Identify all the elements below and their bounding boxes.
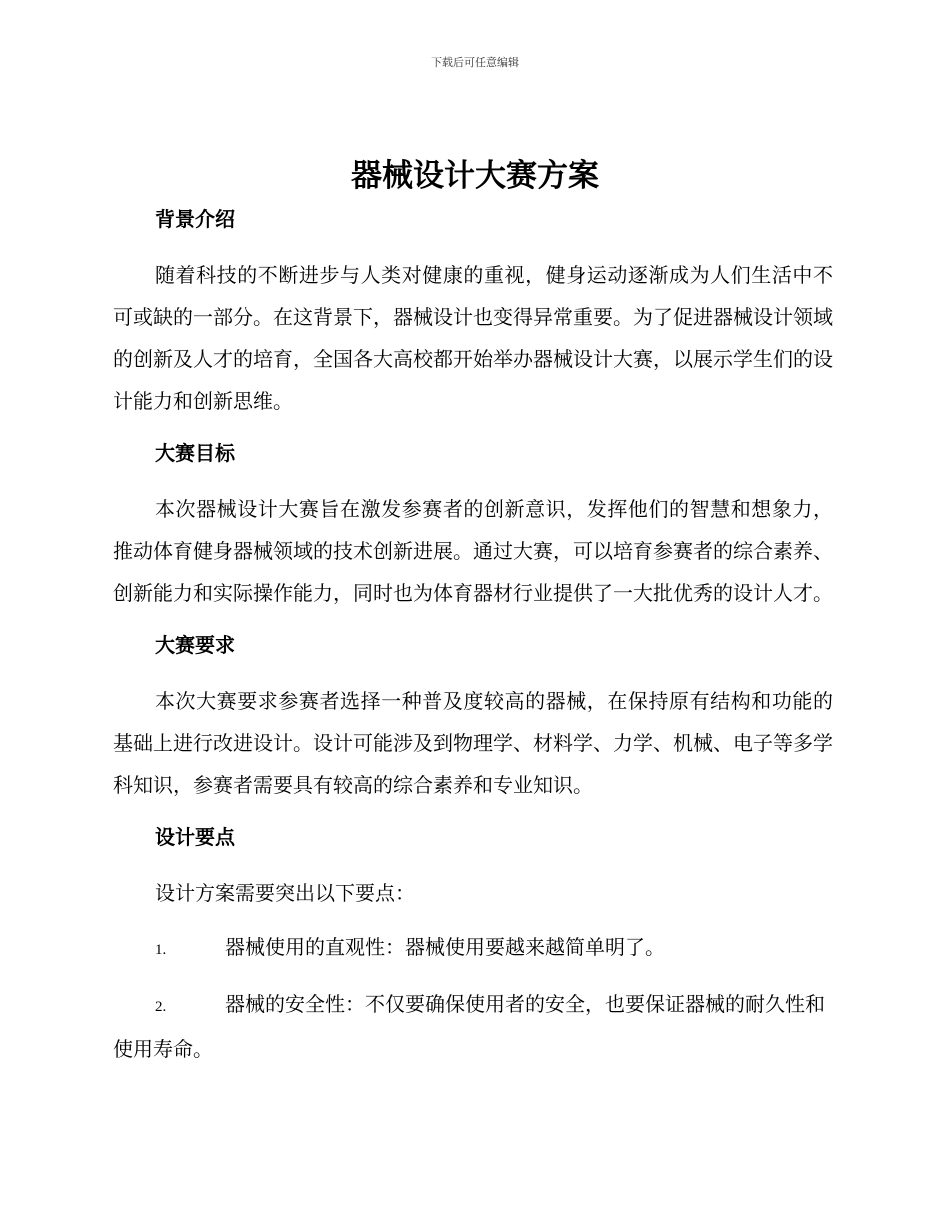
section-intro: 设计方案需要突出以下要点： bbox=[155, 881, 415, 905]
section-heading: 设计要点 bbox=[155, 825, 235, 849]
list-item bbox=[113, 926, 833, 971]
section-goals bbox=[113, 438, 833, 614]
section-heading: 大赛目标 bbox=[155, 441, 235, 465]
section-paragraph: 本次器械设计大赛旨在激发参赛者的创新意识，发挥他们的智慧和想象力，推动体育健身器械领域的技术创新进展。通过大赛，可以培育参赛者的综合素养、创新能力和实际操作能力，同时也为体育器材行业提供了一大批优秀的设计人才。 bbox=[113, 497, 833, 605]
section-heading: 大赛要求 bbox=[155, 633, 235, 657]
list-number: 2. bbox=[155, 999, 167, 1015]
list-item bbox=[113, 983, 833, 1070]
list-item-text: 器械使用的直观性：器械使用要越来越简单明了。 bbox=[225, 935, 665, 959]
document-body bbox=[113, 204, 833, 1082]
list-number: 1. bbox=[155, 942, 167, 958]
list-item-text: 器械的安全性：不仅要确保使用者的安全，也要保证器械的耐久性和使用寿命。 bbox=[113, 992, 825, 1061]
section-heading: 背景介绍 bbox=[155, 207, 235, 231]
section-paragraph: 本次大赛要求参赛者选择一种普及度较高的器械，在保持原有结构和功能的基础上进行改进设计。设计可能涉及到物理学、材料学、力学、机械、电子等多学科知识，参赛者需要具有较高的综合素养和专业知识。 bbox=[113, 689, 833, 797]
section-paragraph: 随着科技的不断进步与人类对健康的重视，健身运动逐渐成为人们生活中不可或缺的一部分。在这背景下，器械设计也变得异常重要。为了促进器械设计领域的创新及人才的培育，全国各大高校都开始举办器械设计大赛，以展示学生们的设计能力和创新思维。 bbox=[113, 263, 833, 413]
header-note: 下载后可任意编辑 bbox=[431, 56, 519, 69]
section-design-points bbox=[113, 822, 833, 1070]
document-title: 器械设计大赛方案 bbox=[351, 158, 599, 194]
section-requirements bbox=[113, 630, 833, 806]
section-background bbox=[113, 204, 833, 422]
